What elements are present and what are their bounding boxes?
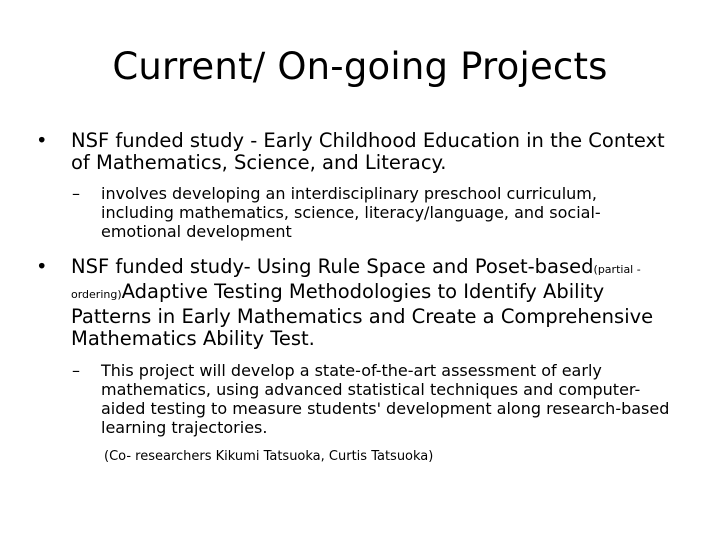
bullet-text-small: (partial -ordering) [71,263,641,301]
sub-marker: – [72,361,80,380]
bullet-marker: • [36,129,48,152]
bullet-text-start: NSF funded study- Using Rule Space and Poset-based [71,255,594,278]
co-researchers-note: (Co- researchers Kikumi Tatsuoka, Curtis Tatsuoka) [104,449,434,464]
bullet-text [71,256,684,350]
bullet-item-1 [36,130,684,174]
sub-text: involves developing an interdisciplinary preschool curriculum, including mathematics, science, literacy/language, and social-emotional development [101,184,601,241]
bullet-marker: • [36,255,48,278]
bullet-item-2 [36,256,684,350]
slide-title: Current/ On-going Projects [112,45,608,88]
sub-marker: – [72,184,80,203]
bullet-text: NSF funded study - Early Childhood Education in the Context of Mathematics, Science, and Literacy. [71,129,665,174]
bullet-text-end: Adaptive Testing Methodologies to Identify Ability Patterns in Early Mathematics and Create a Comprehensive Mathematics Ability Test. [71,280,654,350]
sub-item-2 [72,361,672,437]
sub-item-1 [72,184,672,241]
sub-text: This project will develop a state-of-the-art assessment of early mathematics, using advanced statistical techniques and computer-aided testing to measure students' development along research-based learning trajectories. [101,361,670,437]
